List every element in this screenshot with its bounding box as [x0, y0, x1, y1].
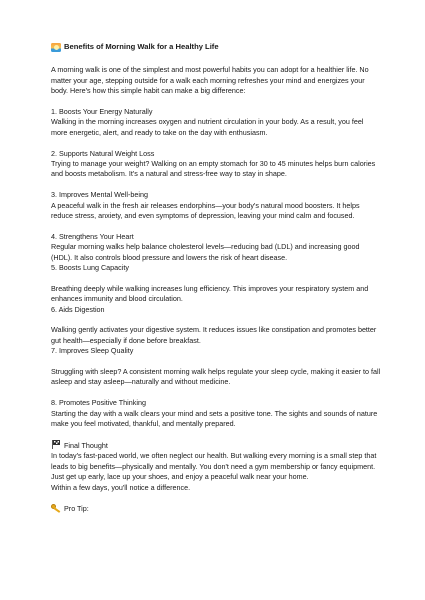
section-heading: 8. Promotes Positive Thinking — [51, 398, 146, 408]
section-body: A peaceful walk in the fresh air releases endorphins—your body's natural mood boosters. It helps reduce stress, anxiety, and even symptoms of depression, leaving your mind calm and focused. — [51, 200, 360, 221]
section-3 — [51, 190, 381, 221]
section-heading: 6. Aids Digestion — [51, 304, 105, 314]
section-heading: 5. Boosts Lung Capacity — [51, 263, 129, 273]
section-5-heading-wrap — [51, 263, 381, 273]
section-body: Starting the day with a walk clears your mind and sets a positive tone. The sights and sounds of nature make you feel motivated, thankful, and mentally prepared. — [51, 408, 378, 429]
section-heading: 1. Boosts Your Energy Naturally — [51, 107, 153, 117]
section-7-heading-wrap — [51, 346, 381, 356]
pro-tip-label: Pro Tip: — [64, 504, 89, 514]
key-icon — [51, 503, 61, 512]
final-closing: Within a few days, you'll notice a difference. — [51, 482, 191, 492]
section-body: Regular morning walks help balance cholesterol levels—reducing bad (LDL) and increasing good (HDL). It also controls blood pressure and lowers the risk of heart disease. — [51, 242, 360, 262]
section-7-body-wrap — [51, 367, 381, 388]
final-thought — [51, 440, 381, 493]
page-title: Benefits of Morning Walk for a Healthy Life — [64, 42, 219, 51]
section-body: Breathing deeply while walking increases lung efficiency. This improves your respiratory system and enhances immunity and blood circulation. — [51, 283, 369, 304]
section-6-heading-wrap — [51, 305, 381, 315]
section-heading: 7. Improves Sleep Quality — [51, 346, 134, 356]
section-6-body-wrap — [51, 325, 381, 346]
section-body: Walking in the morning increases oxygen and nutrient circulation in your body. As a result, you feel more energetic, alert, and ready to take on the day with enthusiasm. — [51, 117, 364, 137]
section-heading: 4. Strengthens Your Heart — [51, 231, 134, 241]
document-page — [51, 42, 381, 515]
section-1 — [51, 107, 381, 138]
section-4 — [51, 232, 381, 263]
final-body: In today's fast-paced world, we often neglect our health. But walking every morning is a small step that leads to big benefits—physically and mentally. You don't need a gym membership or fancy equipment. Just get up early, lace up your shoes, and enjoy a peaceful walk near your home. — [51, 451, 377, 482]
checkered-flag-icon — [51, 440, 61, 449]
section-2 — [51, 149, 381, 180]
pro-tip — [51, 503, 381, 514]
section-heading: 3. Improves Mental Well-being — [51, 190, 148, 200]
sunrise-icon — [51, 43, 61, 52]
section-8 — [51, 398, 381, 429]
section-body: Trying to manage your weight? Walking on an empty stomach for 30 to 45 minutes helps burn calories and boosts metabolism. It's a natural and stress-free way to stay in shape. — [51, 159, 376, 179]
section-body: Struggling with sleep? A consistent morning walk helps regulate your sleep cycle, making it easier to fall asleep and stay asleep—naturally and without medicine. — [51, 367, 381, 387]
section-heading: 2. Supports Natural Weight Loss — [51, 148, 155, 158]
final-heading: Final Thought — [64, 440, 108, 450]
intro-paragraph: A morning walk is one of the simplest and most powerful habits you can adopt for a healthier life. No matter your age, stepping outside for a walk each morning refreshes your mind and energizes your body. Here's how this simple habit can make a big difference: — [51, 65, 369, 96]
section-body: Walking gently activates your digestive system. It reduces issues like constipation and promotes better gut health—especially if done before breakfast. — [51, 325, 377, 345]
title-row — [51, 42, 381, 52]
final-heading-row — [51, 440, 381, 451]
section-5-body-wrap — [51, 284, 381, 305]
